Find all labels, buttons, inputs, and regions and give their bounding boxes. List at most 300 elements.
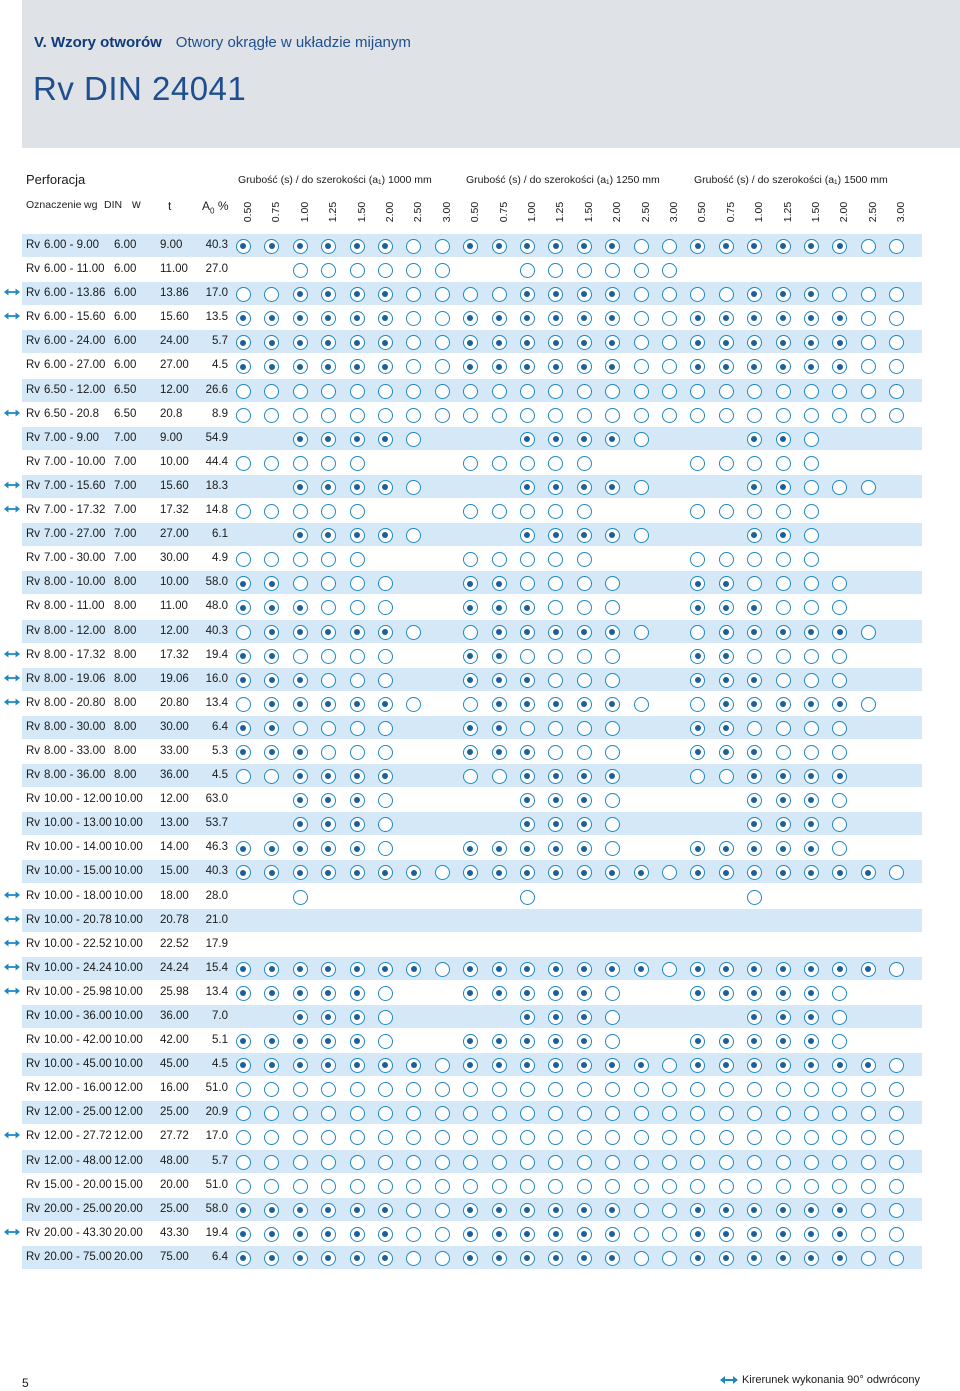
available-filled-icon	[350, 986, 365, 1001]
available-empty-icon	[264, 552, 279, 567]
available-empty-icon	[350, 576, 365, 591]
available-filled-icon	[321, 865, 336, 880]
cell-w: 10.00	[114, 793, 143, 806]
available-filled-icon	[719, 1034, 734, 1049]
available-empty-icon	[804, 504, 819, 519]
available-filled-icon	[520, 673, 535, 688]
cell-a: 5.3	[212, 744, 228, 757]
available-filled-icon	[548, 986, 563, 1001]
available-empty-icon	[719, 1082, 734, 1097]
available-empty-icon	[634, 1106, 649, 1121]
cell-a: 63.0	[205, 793, 228, 806]
available-filled-icon	[577, 697, 592, 712]
available-filled-icon	[264, 1227, 279, 1242]
available-filled-icon	[776, 697, 791, 712]
available-filled-icon	[321, 528, 336, 543]
available-filled-icon	[776, 817, 791, 832]
table-row	[22, 668, 922, 691]
available-empty-icon	[747, 1179, 762, 1194]
available-filled-icon	[236, 1058, 251, 1073]
available-filled-icon	[321, 769, 336, 784]
available-empty-icon	[520, 1106, 535, 1121]
available-filled-icon	[293, 962, 308, 977]
available-empty-icon	[747, 1130, 762, 1145]
cell-w: 7.00	[114, 431, 137, 444]
available-empty-icon	[832, 1010, 847, 1025]
available-empty-icon	[719, 552, 734, 567]
available-empty-icon	[662, 359, 677, 374]
available-empty-icon	[889, 335, 904, 350]
available-empty-icon	[832, 986, 847, 1001]
available-empty-icon	[378, 986, 393, 1001]
available-filled-icon	[378, 1058, 393, 1073]
available-filled-icon	[719, 962, 734, 977]
available-empty-icon	[634, 432, 649, 447]
available-empty-icon	[605, 1010, 620, 1025]
available-filled-icon	[463, 721, 478, 736]
available-filled-icon	[719, 600, 734, 615]
available-filled-icon	[832, 962, 847, 977]
available-filled-icon	[321, 841, 336, 856]
available-empty-icon	[577, 673, 592, 688]
available-empty-icon	[236, 625, 251, 640]
available-filled-icon	[719, 1203, 734, 1218]
cell-wt: 7.00 - 27.00	[44, 528, 106, 541]
available-empty-icon	[605, 408, 620, 423]
available-filled-icon	[690, 745, 705, 760]
cell-rv: Rv	[26, 1154, 41, 1167]
available-empty-icon	[520, 552, 535, 567]
available-filled-icon	[804, 865, 819, 880]
cell-w: 20.00	[114, 1202, 143, 1215]
available-empty-icon	[804, 721, 819, 736]
available-empty-icon	[321, 1082, 336, 1097]
available-filled-icon	[634, 865, 649, 880]
cell-rv: Rv	[26, 431, 41, 444]
cell-rv: Rv	[26, 913, 41, 926]
available-empty-icon	[832, 745, 847, 760]
available-empty-icon	[889, 1155, 904, 1170]
thickness-header: 0.50	[242, 201, 254, 223]
available-filled-icon	[520, 528, 535, 543]
available-empty-icon	[634, 697, 649, 712]
cell-a: 54.9	[205, 431, 228, 444]
cell-t: 14.00	[160, 841, 189, 854]
cell-rv: Rv	[26, 1010, 41, 1022]
cell-t: 18.00	[160, 889, 189, 902]
available-empty-icon	[690, 384, 705, 399]
cell-wt: 6.00 - 11.00	[44, 263, 105, 276]
available-filled-icon	[804, 1034, 819, 1049]
available-empty-icon	[889, 384, 904, 399]
available-filled-icon	[690, 1251, 705, 1266]
cell-rv: Rv	[26, 576, 41, 589]
table-row	[22, 1174, 922, 1197]
available-filled-icon	[832, 865, 847, 880]
available-filled-icon	[747, 841, 762, 856]
perforation-label: Perforacja	[26, 172, 86, 187]
double-arrow-icon	[4, 961, 20, 973]
available-filled-icon	[350, 1227, 365, 1242]
cell-a: 27.0	[205, 263, 228, 276]
available-empty-icon	[406, 384, 421, 399]
available-filled-icon	[378, 528, 393, 543]
available-filled-icon	[236, 841, 251, 856]
available-empty-icon	[293, 1106, 308, 1121]
available-empty-icon	[719, 504, 734, 519]
cell-w: 10.00	[114, 961, 143, 974]
available-empty-icon	[662, 1082, 677, 1097]
double-arrow-icon	[4, 1226, 20, 1238]
available-empty-icon	[662, 1058, 677, 1073]
available-empty-icon	[776, 504, 791, 519]
available-empty-icon	[832, 649, 847, 664]
available-filled-icon	[747, 769, 762, 784]
available-empty-icon	[832, 1179, 847, 1194]
cell-w: 8.00	[114, 744, 137, 757]
available-filled-icon	[321, 962, 336, 977]
cell-w: 8.00	[114, 576, 137, 589]
available-filled-icon	[378, 239, 393, 254]
available-filled-icon	[321, 239, 336, 254]
available-empty-icon	[577, 263, 592, 278]
cell-wt: 10.00 - 36.00	[44, 1010, 112, 1022]
cell-w: 8.00	[114, 672, 137, 685]
available-empty-icon	[350, 673, 365, 688]
cell-rv: Rv	[26, 335, 41, 348]
available-filled-icon	[350, 287, 365, 302]
available-empty-icon	[861, 1251, 876, 1266]
available-filled-icon	[548, 1034, 563, 1049]
table-row	[22, 499, 922, 522]
available-filled-icon	[236, 962, 251, 977]
available-empty-icon	[804, 576, 819, 591]
available-filled-icon	[236, 1034, 251, 1049]
cell-wt: 7.00 - 30.00	[44, 552, 106, 565]
cell-a: 46.3	[205, 841, 228, 854]
cell-w: 8.00	[114, 600, 137, 613]
available-empty-icon	[350, 384, 365, 399]
available-empty-icon	[463, 1179, 478, 1194]
available-empty-icon	[264, 1082, 279, 1097]
wg-label: wg	[84, 199, 98, 211]
available-filled-icon	[264, 1251, 279, 1266]
available-empty-icon	[548, 649, 563, 664]
cell-rv: Rv	[26, 1058, 41, 1071]
table-row	[22, 836, 922, 859]
cell-w: 6.00	[114, 335, 137, 348]
cell-a: 21.0	[205, 913, 228, 926]
available-empty-icon	[889, 1130, 904, 1145]
available-empty-icon	[435, 359, 450, 374]
table-row	[22, 981, 922, 1004]
available-empty-icon	[492, 1155, 507, 1170]
available-empty-icon	[236, 552, 251, 567]
thickness-header: 1.50	[810, 201, 822, 223]
available-empty-icon	[520, 1082, 535, 1097]
thickness-header: 2.50	[639, 201, 652, 223]
available-empty-icon	[690, 1179, 705, 1194]
cell-a: 4.5	[212, 359, 228, 372]
table-row	[22, 1005, 922, 1028]
available-empty-icon	[293, 504, 308, 519]
table-row	[22, 475, 922, 498]
available-filled-icon	[293, 239, 308, 254]
cell-t: 24.00	[160, 335, 189, 348]
cell-wt: 8.00 - 33.00	[44, 744, 106, 757]
available-empty-icon	[577, 552, 592, 567]
available-empty-icon	[634, 1179, 649, 1194]
available-filled-icon	[776, 335, 791, 350]
available-empty-icon	[548, 263, 563, 278]
available-empty-icon	[634, 1227, 649, 1242]
available-filled-icon	[548, 1251, 563, 1266]
available-filled-icon	[719, 1227, 734, 1242]
available-empty-icon	[832, 287, 847, 302]
available-filled-icon	[577, 817, 592, 832]
available-filled-icon	[577, 625, 592, 640]
available-filled-icon	[690, 649, 705, 664]
available-empty-icon	[719, 1130, 734, 1145]
available-empty-icon	[690, 1082, 705, 1097]
available-empty-icon	[577, 456, 592, 471]
available-empty-icon	[321, 408, 336, 423]
table-row	[22, 716, 922, 739]
available-filled-icon	[293, 745, 308, 760]
available-filled-icon	[378, 287, 393, 302]
thickness-header: 1.25	[781, 201, 794, 223]
available-filled-icon	[719, 1251, 734, 1266]
available-filled-icon	[605, 697, 620, 712]
available-empty-icon	[463, 1106, 478, 1121]
available-empty-icon	[861, 1130, 876, 1145]
available-empty-icon	[662, 287, 677, 302]
cell-wt: 6.00 - 27.00	[44, 359, 106, 372]
available-filled-icon	[776, 1203, 791, 1218]
available-filled-icon	[776, 1227, 791, 1242]
available-empty-icon	[889, 359, 904, 374]
cell-a: 4.5	[212, 1058, 228, 1071]
available-filled-icon	[747, 1203, 762, 1218]
available-empty-icon	[463, 1130, 478, 1145]
cell-a: 44.4	[205, 455, 228, 468]
available-filled-icon	[747, 335, 762, 350]
available-filled-icon	[747, 528, 762, 543]
cell-w: 12.00	[114, 1082, 143, 1095]
available-empty-icon	[747, 504, 762, 519]
available-empty-icon	[804, 649, 819, 664]
available-empty-icon	[719, 384, 734, 399]
available-filled-icon	[350, 311, 365, 326]
table-row	[22, 812, 922, 835]
available-empty-icon	[350, 504, 365, 519]
cell-wt: 15.00 - 20.00	[44, 1178, 112, 1191]
available-filled-icon	[350, 841, 365, 856]
available-filled-icon	[747, 1251, 762, 1266]
available-filled-icon	[719, 576, 734, 591]
thickness-header: 2.00	[611, 201, 624, 223]
available-filled-icon	[520, 432, 535, 447]
available-empty-icon	[605, 1034, 620, 1049]
double-arrow-icon	[4, 1129, 20, 1141]
cell-wt: 6.00 - 24.00	[44, 335, 106, 348]
available-empty-icon	[406, 335, 421, 350]
available-empty-icon	[236, 1130, 251, 1145]
cell-w: 10.00	[114, 889, 143, 902]
available-filled-icon	[520, 600, 535, 615]
cell-w: 10.00	[114, 1034, 143, 1047]
available-filled-icon	[321, 359, 336, 374]
available-empty-icon	[463, 456, 478, 471]
available-empty-icon	[548, 745, 563, 760]
cell-t: 25.98	[160, 985, 189, 998]
available-empty-icon	[492, 456, 507, 471]
available-filled-icon	[264, 335, 279, 350]
available-filled-icon	[293, 673, 308, 688]
available-empty-icon	[236, 697, 251, 712]
cell-t: 36.00	[160, 1010, 189, 1022]
available-empty-icon	[350, 1179, 365, 1194]
available-empty-icon	[889, 287, 904, 302]
cell-t: 43.30	[160, 1226, 189, 1239]
available-empty-icon	[889, 865, 904, 880]
cell-a: 19.4	[205, 1226, 228, 1239]
available-empty-icon	[350, 649, 365, 664]
available-filled-icon	[719, 673, 734, 688]
cell-wt: 12.00 - 16.00	[44, 1082, 112, 1095]
available-empty-icon	[577, 1082, 592, 1097]
available-empty-icon	[861, 697, 876, 712]
cell-rv: Rv	[26, 239, 41, 251]
available-filled-icon	[463, 673, 478, 688]
available-empty-icon	[321, 263, 336, 278]
available-filled-icon	[832, 625, 847, 640]
available-filled-icon	[520, 1227, 535, 1242]
available-filled-icon	[719, 649, 734, 664]
available-filled-icon	[463, 649, 478, 664]
available-empty-icon	[321, 1155, 336, 1170]
available-filled-icon	[605, 432, 620, 447]
table-row	[22, 234, 922, 257]
available-filled-icon	[577, 841, 592, 856]
available-filled-icon	[577, 239, 592, 254]
available-empty-icon	[293, 1179, 308, 1194]
available-filled-icon	[690, 1203, 705, 1218]
available-filled-icon	[747, 480, 762, 495]
available-filled-icon	[264, 649, 279, 664]
available-filled-icon	[548, 1203, 563, 1218]
cell-t: 27.00	[160, 359, 189, 372]
available-empty-icon	[776, 673, 791, 688]
cell-a: 51.0	[205, 1178, 228, 1191]
available-filled-icon	[577, 528, 592, 543]
available-empty-icon	[264, 1130, 279, 1145]
thickness-header: 2.50	[412, 201, 425, 223]
available-filled-icon	[350, 239, 365, 254]
table-row	[22, 403, 922, 426]
available-filled-icon	[492, 745, 507, 760]
available-filled-icon	[293, 432, 308, 447]
available-empty-icon	[690, 697, 705, 712]
available-empty-icon	[378, 600, 393, 615]
available-filled-icon	[577, 359, 592, 374]
available-filled-icon	[804, 1203, 819, 1218]
available-empty-icon	[435, 384, 450, 399]
available-empty-icon	[321, 384, 336, 399]
available-empty-icon	[889, 311, 904, 326]
cell-a: 40.3	[205, 624, 228, 637]
available-filled-icon	[719, 239, 734, 254]
cell-w: 8.00	[114, 648, 137, 661]
available-filled-icon	[236, 311, 251, 326]
available-filled-icon	[832, 1058, 847, 1073]
available-empty-icon	[435, 263, 450, 278]
available-filled-icon	[520, 335, 535, 350]
cell-rv: Rv	[26, 600, 41, 613]
available-filled-icon	[236, 1203, 251, 1218]
available-empty-icon	[747, 1155, 762, 1170]
available-filled-icon	[690, 841, 705, 856]
available-filled-icon	[747, 673, 762, 688]
available-filled-icon	[492, 1251, 507, 1266]
available-empty-icon	[350, 263, 365, 278]
available-filled-icon	[520, 1058, 535, 1073]
cell-t: 25.00	[160, 1202, 189, 1215]
available-empty-icon	[406, 625, 421, 640]
cell-t: 27.72	[160, 1130, 189, 1143]
available-empty-icon	[577, 600, 592, 615]
cell-t: 75.00	[160, 1250, 189, 1263]
available-filled-icon	[804, 769, 819, 784]
available-empty-icon	[605, 1130, 620, 1145]
cell-t: 25.00	[160, 1106, 189, 1119]
cell-a: 40.3	[205, 865, 228, 878]
available-filled-icon	[548, 335, 563, 350]
available-empty-icon	[264, 1106, 279, 1121]
available-filled-icon	[264, 625, 279, 640]
available-filled-icon	[577, 287, 592, 302]
available-filled-icon	[463, 1058, 478, 1073]
cell-wt: 6.50 - 20.8	[44, 407, 99, 420]
cell-rv: Rv	[26, 383, 41, 396]
cell-rv: Rv	[26, 744, 41, 757]
available-empty-icon	[690, 456, 705, 471]
available-filled-icon	[321, 1010, 336, 1025]
cell-a: 17.0	[205, 1130, 228, 1143]
cell-w: 6.00	[114, 359, 137, 372]
available-empty-icon	[492, 1082, 507, 1097]
available-empty-icon	[747, 721, 762, 736]
available-filled-icon	[747, 986, 762, 1001]
available-empty-icon	[747, 1082, 762, 1097]
available-filled-icon	[690, 239, 705, 254]
available-empty-icon	[804, 1155, 819, 1170]
cell-rv: Rv	[26, 1106, 41, 1119]
available-filled-icon	[747, 745, 762, 760]
available-empty-icon	[804, 456, 819, 471]
available-empty-icon	[378, 1010, 393, 1025]
cell-w: 7.00	[114, 504, 137, 517]
available-filled-icon	[747, 1227, 762, 1242]
available-filled-icon	[776, 1058, 791, 1073]
available-filled-icon	[264, 1058, 279, 1073]
cell-wt: 8.00 - 36.00	[44, 769, 106, 782]
double-arrow-icon	[4, 913, 20, 925]
cell-a: 53.7	[205, 817, 228, 830]
available-empty-icon	[662, 1227, 677, 1242]
available-filled-icon	[492, 1034, 507, 1049]
available-empty-icon	[406, 432, 421, 447]
